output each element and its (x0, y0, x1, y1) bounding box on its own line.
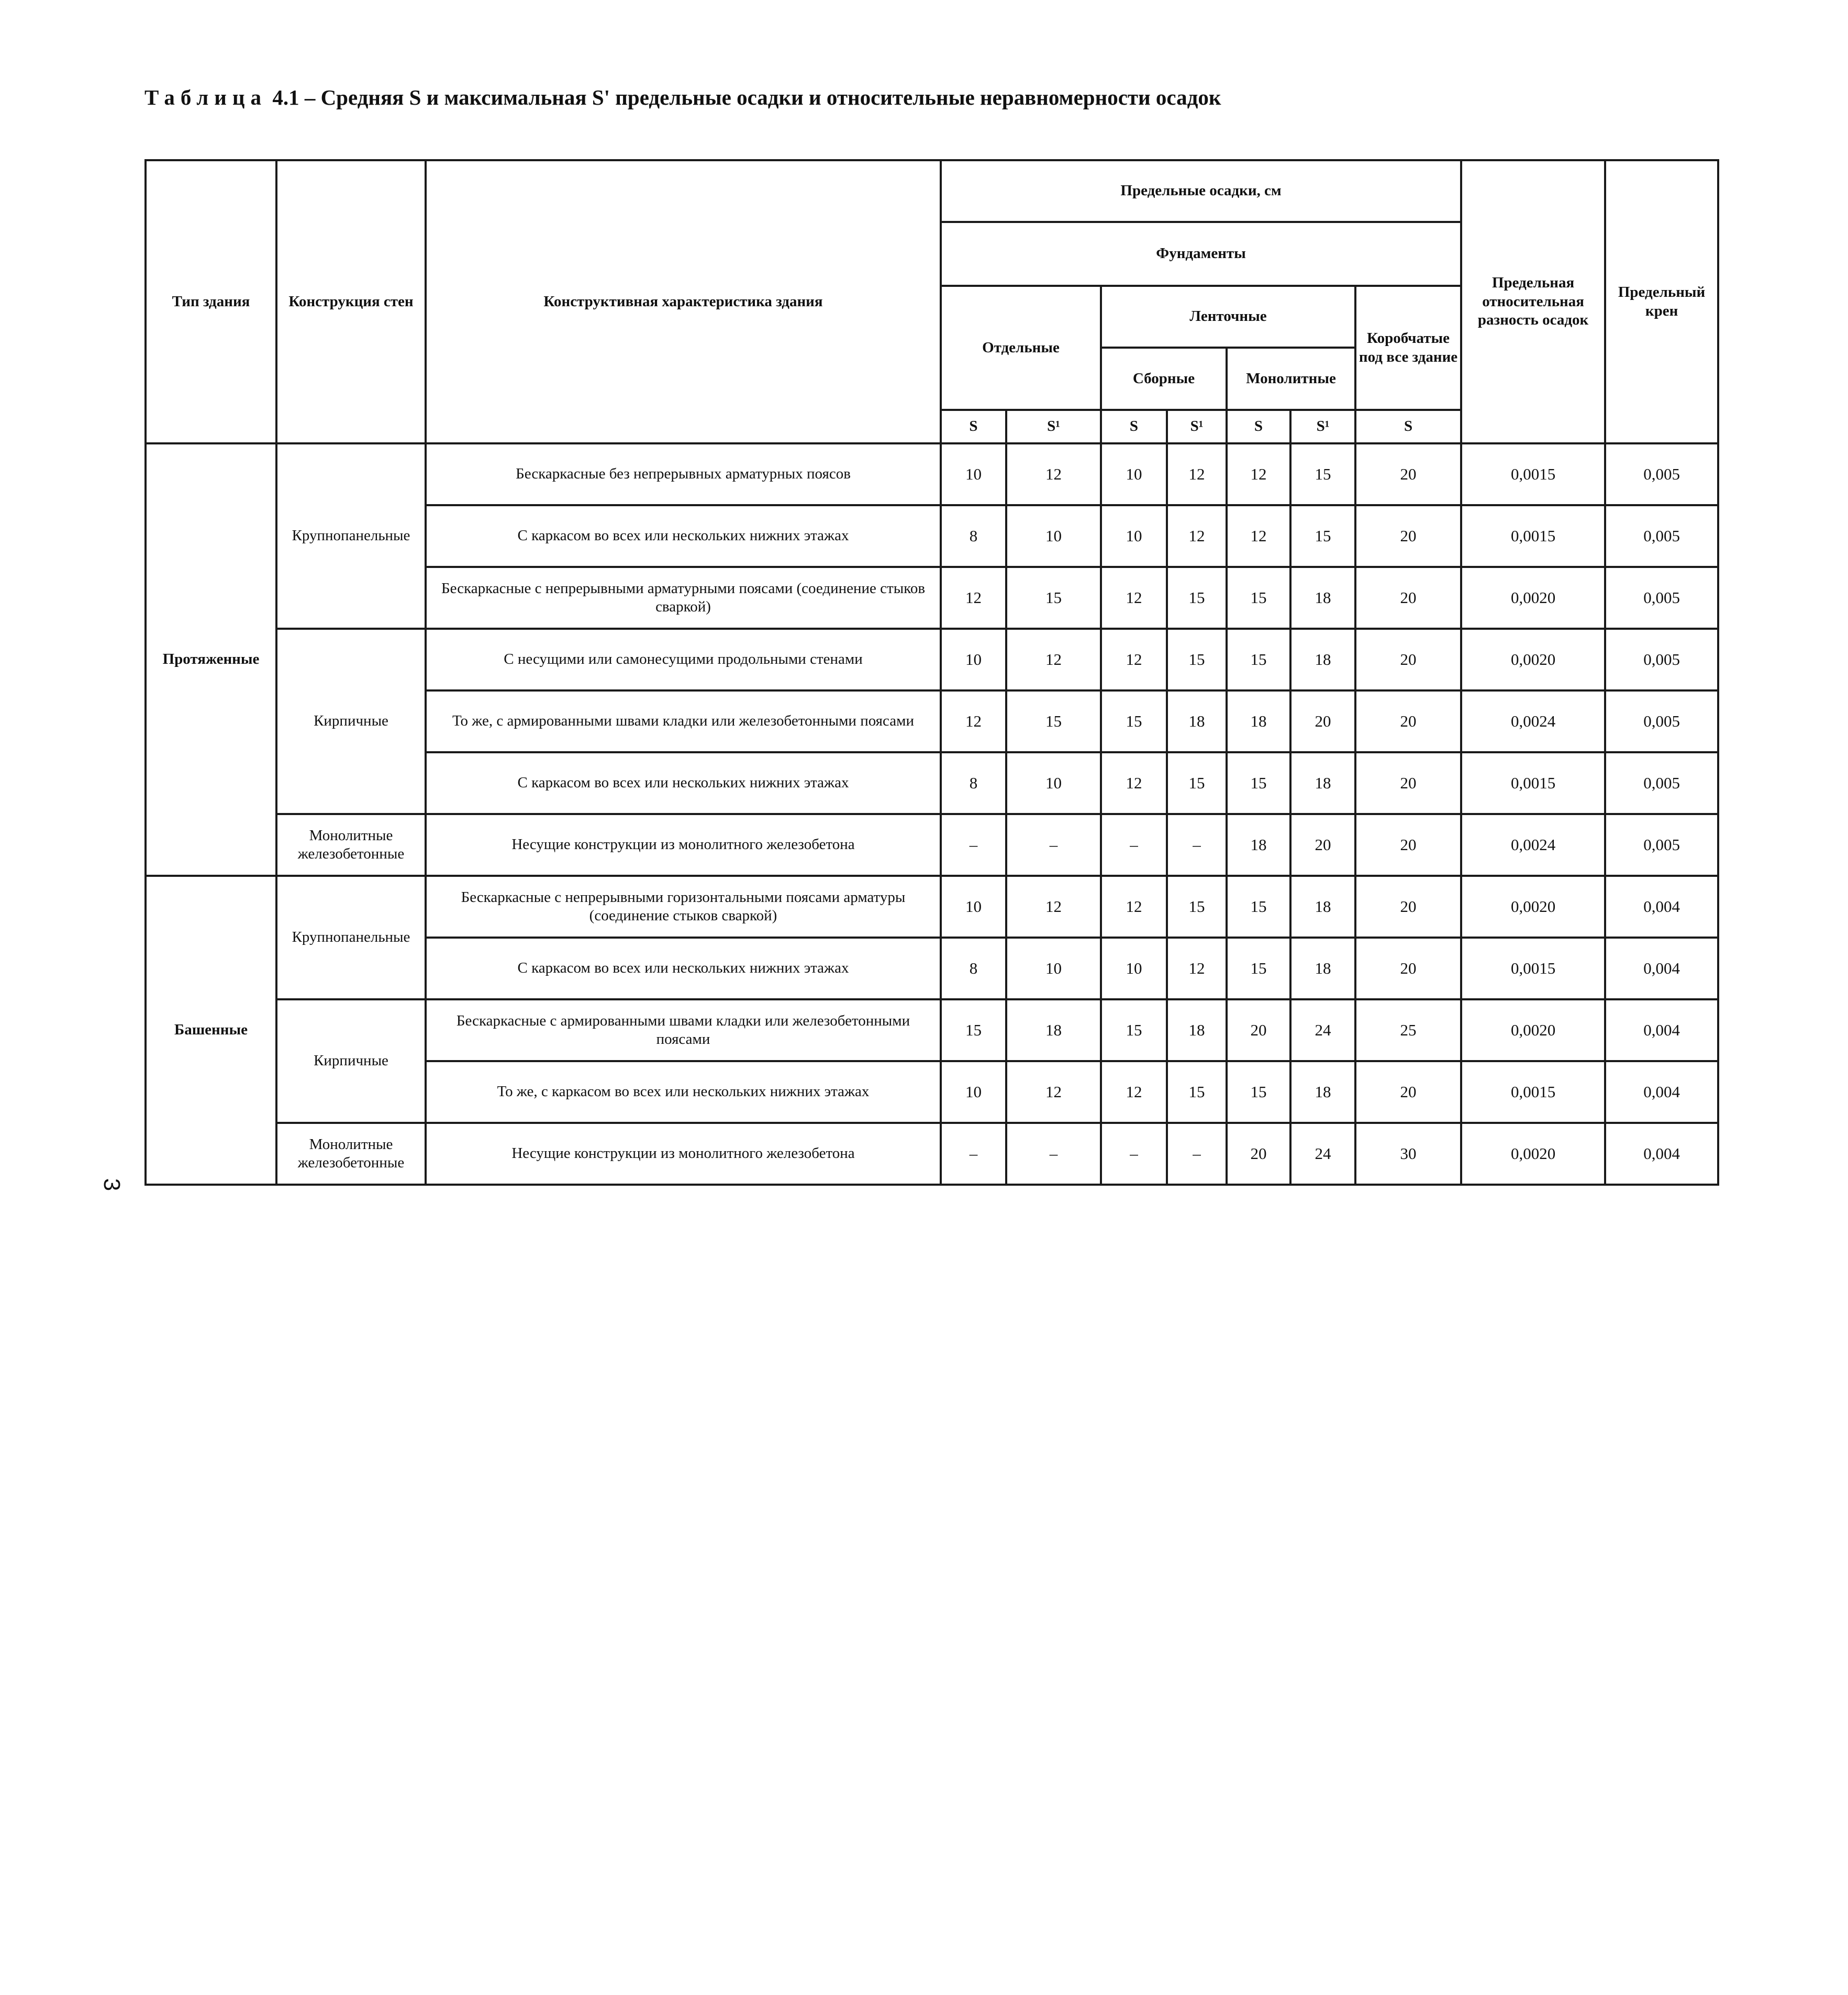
value-cell: 20 (1355, 876, 1461, 938)
value-cell: 20 (1290, 690, 1355, 752)
characteristic-cell: Бескаркасные без непрерывных арматурных поясов (426, 443, 941, 505)
value-cell: 18 (1167, 690, 1227, 752)
value-cell: 12 (1006, 876, 1101, 938)
value-cell: 12 (1101, 1061, 1167, 1123)
value-cell: 10 (1006, 938, 1101, 999)
value-cell: 10 (1101, 505, 1167, 567)
value-cell: 0,0015 (1461, 1061, 1605, 1123)
value-cell: 15 (941, 999, 1006, 1061)
value-cell: 0,0024 (1461, 814, 1605, 876)
header-foundations: Фундаменты (941, 222, 1461, 286)
header-s1: S¹ (1167, 410, 1227, 443)
value-cell: 20 (1355, 690, 1461, 752)
value-cell: – (941, 1123, 1006, 1185)
characteristic-cell: Бескаркасные с непрерывными арматурными поясами (соединение стыков сваркой) (426, 567, 941, 629)
table-header (146, 160, 1718, 443)
table-row (146, 629, 1718, 690)
value-cell: 8 (941, 752, 1006, 814)
header-wall-construction: Конструкция стен (276, 160, 426, 443)
value-cell: 8 (941, 938, 1006, 999)
value-cell: 25 (1355, 999, 1461, 1061)
value-cell: 18 (1227, 690, 1290, 752)
characteristic-cell: Несущие конструкции из монолитного железобетона (426, 814, 941, 876)
value-cell: 0,0015 (1461, 752, 1605, 814)
value-cell: 10 (1006, 752, 1101, 814)
value-cell: 15 (1227, 876, 1290, 938)
value-cell: 20 (1355, 814, 1461, 876)
value-cell: 10 (941, 629, 1006, 690)
value-cell: 0,005 (1605, 752, 1718, 814)
value-cell: 15 (1227, 567, 1290, 629)
table-row (146, 443, 1718, 505)
header-building-type: Тип здания (146, 160, 276, 443)
value-cell: 0,0020 (1461, 876, 1605, 938)
value-cell: 12 (941, 690, 1006, 752)
wall-construction-cell: Кирпичные (276, 999, 426, 1123)
value-cell: 0,005 (1605, 814, 1718, 876)
header-s: S (1355, 410, 1461, 443)
value-cell: 0,004 (1605, 876, 1718, 938)
value-cell: 12 (1101, 567, 1167, 629)
wall-construction-cell: Крупнопанельные (276, 876, 426, 999)
header-s: S (941, 410, 1006, 443)
value-cell: 10 (941, 1061, 1006, 1123)
value-cell: 12 (1167, 938, 1227, 999)
value-cell: 10 (1006, 505, 1101, 567)
wall-construction-cell: Крупнопанельные (276, 443, 426, 629)
value-cell: 18 (1290, 1061, 1355, 1123)
side-label (1740, 815, 1769, 1218)
header-s: S (1227, 410, 1290, 443)
table-title (144, 87, 1663, 108)
value-cell: 20 (1227, 1123, 1290, 1185)
value-cell: 0,0020 (1461, 999, 1605, 1061)
characteristic-cell: Бескаркасные с непрерывными горизонтальными поясами арматуры (соединение стыков сваркой) (426, 876, 941, 938)
value-cell: 0,0020 (1461, 629, 1605, 690)
value-cell: 10 (941, 876, 1006, 938)
value-cell: 0,005 (1605, 505, 1718, 567)
value-cell: – (1006, 814, 1101, 876)
header-tilt: Предельный крен (1605, 160, 1718, 443)
value-cell: – (1101, 1123, 1167, 1185)
characteristic-cell: То же, с армированными швами кладки или железобетонными поясами (426, 690, 941, 752)
value-cell: 30 (1355, 1123, 1461, 1185)
page-number: 3 (99, 1178, 125, 1191)
value-cell: 0,0015 (1461, 505, 1605, 567)
value-cell: 0,0015 (1461, 443, 1605, 505)
value-cell: 15 (1101, 690, 1167, 752)
value-cell: 0,005 (1605, 629, 1718, 690)
value-cell: 20 (1355, 443, 1461, 505)
header-limit-settlements: Предельные осадки, см (941, 160, 1461, 222)
value-cell: 20 (1227, 999, 1290, 1061)
value-cell: 18 (1227, 814, 1290, 876)
value-cell: 20 (1355, 629, 1461, 690)
value-cell: 20 (1355, 938, 1461, 999)
value-cell: 20 (1290, 814, 1355, 876)
value-cell: 15 (1167, 1061, 1227, 1123)
value-cell: 12 (1167, 443, 1227, 505)
header-strip: Ленточные (1101, 286, 1355, 348)
value-cell: 15 (1167, 567, 1227, 629)
value-cell: 15 (1101, 999, 1167, 1061)
value-cell: 15 (1227, 752, 1290, 814)
value-cell: 12 (1227, 443, 1290, 505)
value-cell: 18 (1290, 752, 1355, 814)
value-cell: 15 (1227, 1061, 1290, 1123)
value-cell: 18 (1006, 999, 1101, 1061)
value-cell: 15 (1290, 505, 1355, 567)
header-relative-diff: Предельная относительная разность осадок (1461, 160, 1605, 443)
characteristic-cell: То же, с каркасом во всех или нескольких нижних этажах (426, 1061, 941, 1123)
characteristic-cell: С каркасом во всех или нескольких нижних этажах (426, 505, 941, 567)
wall-construction-cell: Монолитные железобетонные (276, 814, 426, 876)
value-cell: 24 (1290, 999, 1355, 1061)
value-cell: 15 (1227, 629, 1290, 690)
value-cell: 20 (1355, 1061, 1461, 1123)
characteristic-cell: Несущие конструкции из монолитного железобетона (426, 1123, 941, 1185)
header-s1: S¹ (1006, 410, 1101, 443)
wall-construction-cell: Монолитные железобетонные (276, 1123, 426, 1185)
value-cell: 12 (1167, 505, 1227, 567)
building-type-cell: Протяженные (146, 443, 276, 876)
table-row (146, 999, 1718, 1061)
value-cell: 18 (1290, 567, 1355, 629)
value-cell: 12 (1101, 876, 1167, 938)
value-cell: 12 (1227, 505, 1290, 567)
value-cell: – (1101, 814, 1167, 876)
value-cell: 0,005 (1605, 567, 1718, 629)
value-cell: 10 (941, 443, 1006, 505)
value-cell: 18 (1290, 629, 1355, 690)
value-cell: 12 (1006, 629, 1101, 690)
wall-construction-cell: Кирпичные (276, 629, 426, 814)
table-row (146, 1123, 1718, 1185)
characteristic-cell: С каркасом во всех или нескольких нижних этажах (426, 752, 941, 814)
value-cell: 20 (1355, 505, 1461, 567)
value-cell: 12 (1101, 629, 1167, 690)
value-cell: 0,004 (1605, 938, 1718, 999)
value-cell: 15 (1006, 690, 1101, 752)
value-cell: – (1006, 1123, 1101, 1185)
value-cell: 12 (941, 567, 1006, 629)
value-cell: 15 (1006, 567, 1101, 629)
table-title-prefix: Таблица (144, 85, 268, 109)
value-cell: 0,004 (1605, 999, 1718, 1061)
value-cell: 15 (1167, 876, 1227, 938)
table-row (146, 814, 1718, 876)
value-cell: 15 (1227, 938, 1290, 999)
value-cell: – (1167, 1123, 1227, 1185)
settlement-table (144, 159, 1719, 1186)
value-cell: 15 (1290, 443, 1355, 505)
header-s: S (1101, 410, 1167, 443)
value-cell: 0,0020 (1461, 567, 1605, 629)
value-cell: 8 (941, 505, 1006, 567)
value-cell: 20 (1355, 752, 1461, 814)
value-cell: 12 (1006, 443, 1101, 505)
value-cell: 15 (1167, 752, 1227, 814)
value-cell: 18 (1290, 876, 1355, 938)
value-cell: 0,0015 (1461, 938, 1605, 999)
value-cell: – (941, 814, 1006, 876)
value-cell: 12 (1101, 752, 1167, 814)
value-cell: 12 (1006, 1061, 1101, 1123)
table-body (146, 443, 1718, 1185)
value-cell: 15 (1167, 629, 1227, 690)
building-type-cell: Башенные (146, 876, 276, 1185)
header-box: Коробчатые под все здание (1355, 286, 1461, 410)
characteristic-cell: С несущими или самонесущими продольными стенами (426, 629, 941, 690)
value-cell: 0,004 (1605, 1123, 1718, 1185)
value-cell: 18 (1290, 938, 1355, 999)
value-cell: 0,0020 (1461, 1123, 1605, 1185)
table-row (146, 876, 1718, 938)
value-cell: 0,005 (1605, 443, 1718, 505)
value-cell: 0,005 (1605, 690, 1718, 752)
header-separate: Отдельные (941, 286, 1101, 410)
value-cell: – (1167, 814, 1227, 876)
header-monolithic: Монолитные (1227, 348, 1355, 410)
value-cell: 20 (1355, 567, 1461, 629)
value-cell: 0,004 (1605, 1061, 1718, 1123)
characteristic-cell: С каркасом во всех или нескольких нижних этажах (426, 938, 941, 999)
table-title-text: 4.1 – Средняя S и максимальная S' предельные осадки и относительные неравномерности осадок (272, 85, 1221, 109)
header-characteristic: Конструктивная характеристика здания (426, 160, 941, 443)
value-cell: 10 (1101, 443, 1167, 505)
characteristic-cell: Бескаркасные с армированными швами кладки или железобетонными поясами (426, 999, 941, 1061)
header-s1: S¹ (1290, 410, 1355, 443)
value-cell: 10 (1101, 938, 1167, 999)
value-cell: 0,0024 (1461, 690, 1605, 752)
header-prefab: Сборные (1101, 348, 1227, 410)
value-cell: 24 (1290, 1123, 1355, 1185)
value-cell: 18 (1167, 999, 1227, 1061)
